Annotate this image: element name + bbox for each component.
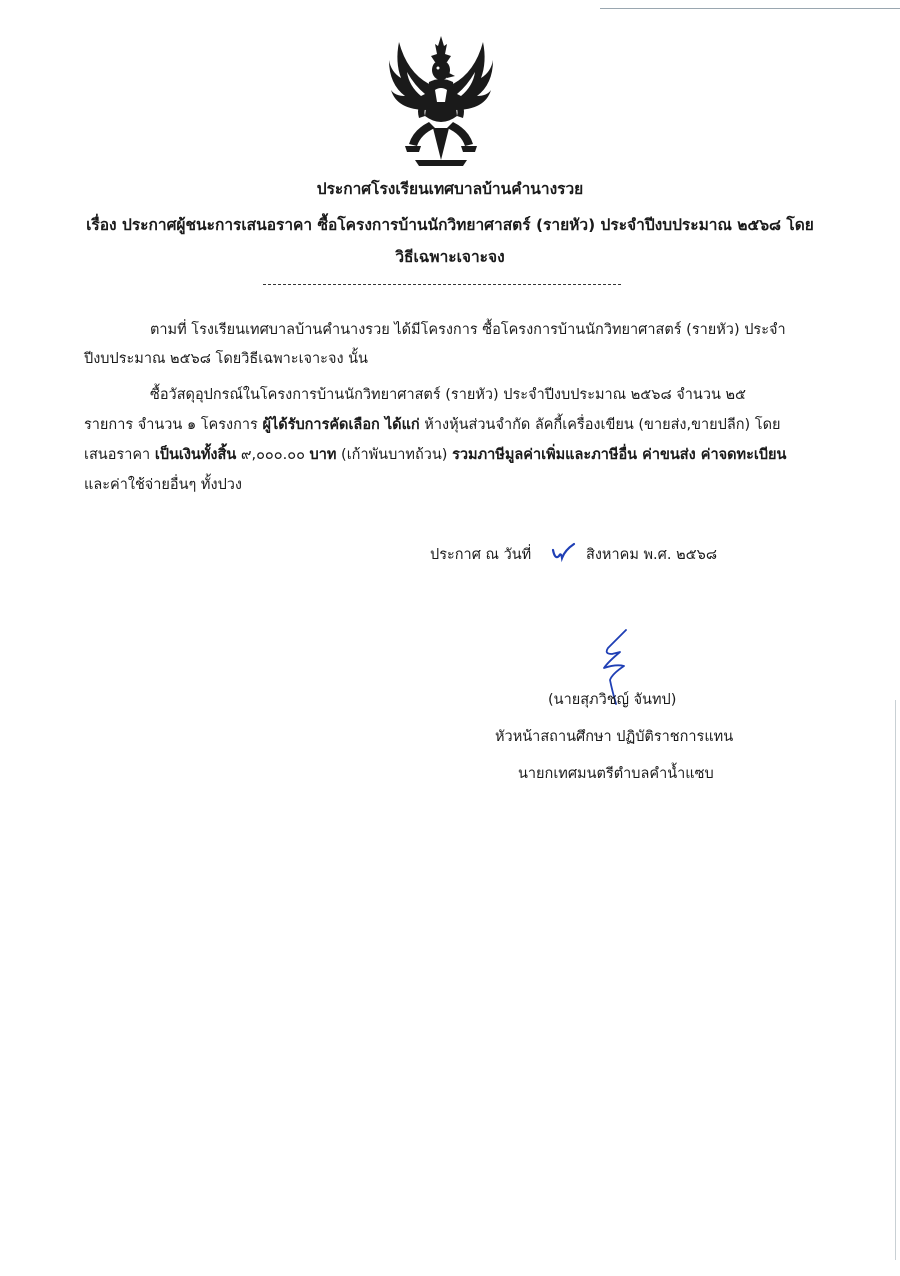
subject-line-2: วิธีเฉพาะเจาะจง [395, 248, 505, 266]
handwritten-day-icon [550, 542, 576, 564]
signer-name: (นายสุภวิชญ์ จันทป) [548, 692, 677, 708]
tax-note: รวมภาษีมูลค่าเพิ่มและภาษีอื่น ค่าขนส่ง ค่าจดทะเบียน [452, 447, 787, 463]
signer-position-2: นายกเทศมนตรีตำบลคำน้ำแซบ [518, 766, 714, 782]
amount-value: ๙,๐๐๐.๐๐ [236, 447, 310, 463]
announce-date-suffix: สิงหาคม พ.ศ. ๒๕๖๘ [586, 547, 718, 563]
offer-text: เสนอราคา [84, 447, 155, 463]
scan-edge-top [600, 8, 900, 9]
paragraph-2-line-3 [84, 443, 786, 466]
items-count-text: รายการ จำนวน ๑ โครงการ [84, 417, 263, 433]
total-label: เป็นเงินทั้งสิ้น [154, 447, 237, 463]
paragraph-2-line-1: ซื้อวัสดุอุปกรณ์ในโครงการบ้านนักวิทยาศาสตร์ (รายหัว) ประจำปีงบประมาณ ๒๕๖๘ จำนวน ๒๕ [150, 387, 747, 403]
announcement-title: ประกาศโรงเรียนเทศบาลบ้านคำนางรวย [316, 180, 584, 198]
garuda-emblem-icon [385, 32, 497, 172]
selected-label: ผู้ได้รับการคัดเลือก ได้แก่ [262, 417, 420, 433]
paragraph-1-line-2: ปีงบประมาณ ๒๕๖๘ โดยวิธีเฉพาะเจาะจง นั้น [84, 351, 368, 367]
subject-line-1: เรื่อง ประกาศผู้ชนะการเสนอราคา ซื้อโครงการบ้านนักวิทยาศาสตร์ (รายหัว) ประจำปีงบประมาณ ๒๕๖๘ โดย [86, 216, 814, 234]
paragraph-1-line-1: ตามที่ โรงเรียนเทศบาลบ้านคำนางรวย ได้มีโครงการ ซื้อโครงการบ้านนักวิทยาศาสตร์ (รายหัว) ประจำ [150, 322, 786, 338]
paragraph-2-line-2 [84, 413, 781, 436]
paragraph-2-line-4: และค่าใช้จ่ายอื่นๆ ทั้งปวง [84, 477, 242, 493]
amount-words: (เก้าพันบาทถ้วน) [336, 447, 453, 463]
scan-edge-right [895, 700, 896, 1260]
separator-line [263, 284, 621, 285]
baht-label: บาท [309, 447, 337, 463]
vendor-text: ห้างหุ้นส่วนจำกัด ลัคกี้เครื่องเขียน (ขายส่ง,ขายปลีก) โดย [419, 417, 781, 433]
announce-date-prefix: ประกาศ ณ วันที่ [430, 547, 532, 563]
signer-position-1: หัวหน้าสถานศึกษา ปฏิบัติราชการแทน [495, 729, 734, 745]
